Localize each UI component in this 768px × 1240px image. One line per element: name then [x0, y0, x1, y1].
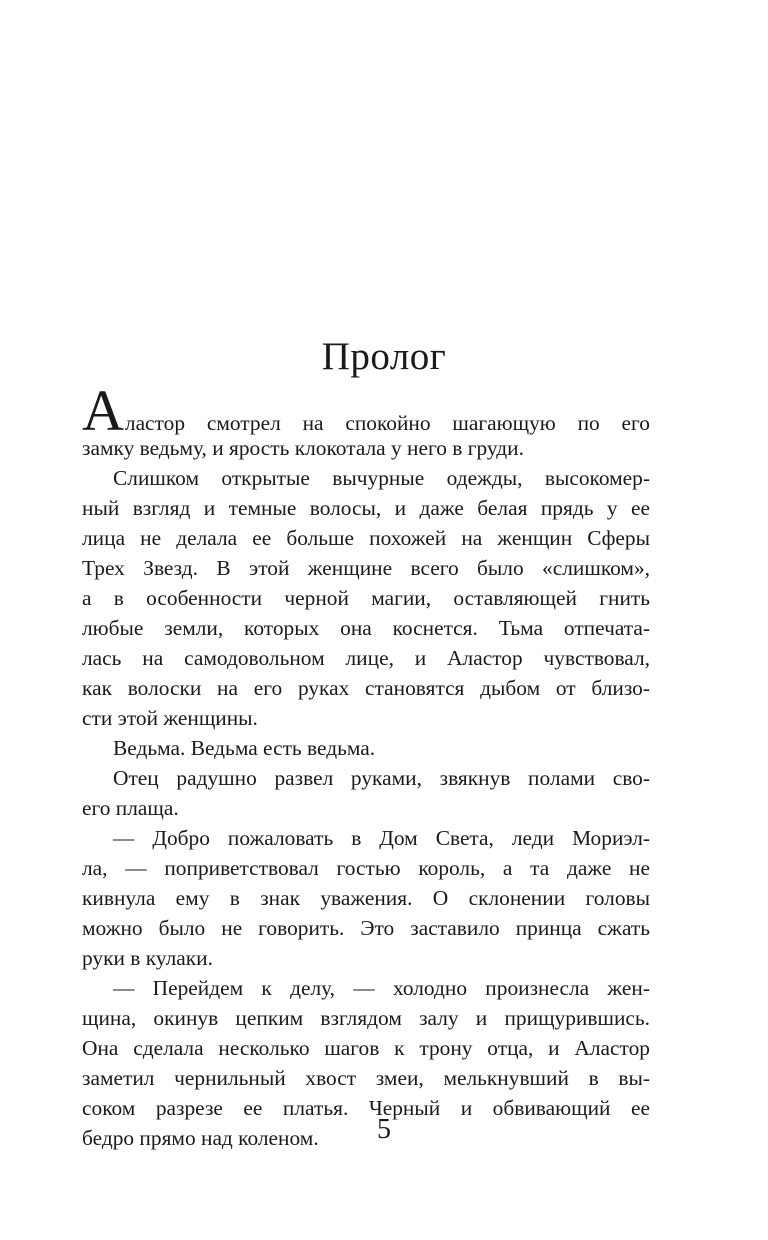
drop-cap: А: [82, 378, 124, 443]
text-line: а в особенности черной магии, оставляющей гнить: [82, 586, 650, 610]
text-line: лица не делала ее больше похожей на женщин Сферы: [82, 526, 650, 550]
text-line: соком разрезе ее платья. Черный и обвивающий ее: [82, 1096, 650, 1120]
text-line: Слишком открытые вычурные одежды, высокомер-: [113, 466, 650, 490]
text-line: сти этой женщины.: [82, 706, 258, 730]
text-line: его плаща.: [82, 796, 179, 820]
text-line: ный взгляд и темные волосы, и даже белая прядь у ее: [82, 496, 650, 520]
text-line: кивнула ему в знак уважения. О склонении головы: [82, 886, 650, 910]
text-line-content: ластор смотрел на спокойно шагающую по его: [124, 411, 650, 435]
text-line: — Перейдем к делу, — холодно произнесла жен-: [113, 976, 650, 1000]
text-line: Ведьма. Ведьма есть ведьма.: [113, 736, 376, 760]
text-line: бедро прямо над коленом.: [82, 1126, 319, 1150]
text-line: Отец радушно развел руками, звякнув полами сво-: [113, 766, 650, 790]
text-line: лась на самодовольном лице, и Аластор чувствовал,: [82, 646, 650, 670]
text-line: — Добро пожаловать в Дом Света, леди Мориэл-: [113, 826, 650, 850]
text-line: щина, окинув цепким взглядом залу и прищурившись.: [82, 1006, 650, 1030]
chapter-body: [82, 378, 650, 1153]
text-line: [82, 378, 650, 443]
text-line: Трех Звезд. В этой женщине всего было «слишком»,: [82, 556, 650, 580]
text-line: замку ведьму, и ярость клокотала у него в груди.: [82, 436, 524, 460]
page-number: 5: [377, 1114, 391, 1145]
text-line: можно было не говорить. Это заставило принца сжать: [82, 916, 650, 940]
text-line: как волоски на его руках становятся дыбом от близо-: [82, 676, 650, 700]
text-line: заметил чернильный хвост змеи, мелькнувший в вы-: [82, 1066, 650, 1090]
chapter-title: Пролог: [321, 335, 447, 378]
text-line: любые земли, которых она коснется. Тьма отпечата-: [82, 616, 650, 640]
text-line: руки в кулаки.: [82, 946, 213, 970]
text-line: Она сделала несколько шагов к трону отца, и Аластор: [82, 1036, 650, 1060]
text-line: ла, — поприветствовал гостью король, а та даже не: [82, 856, 650, 880]
